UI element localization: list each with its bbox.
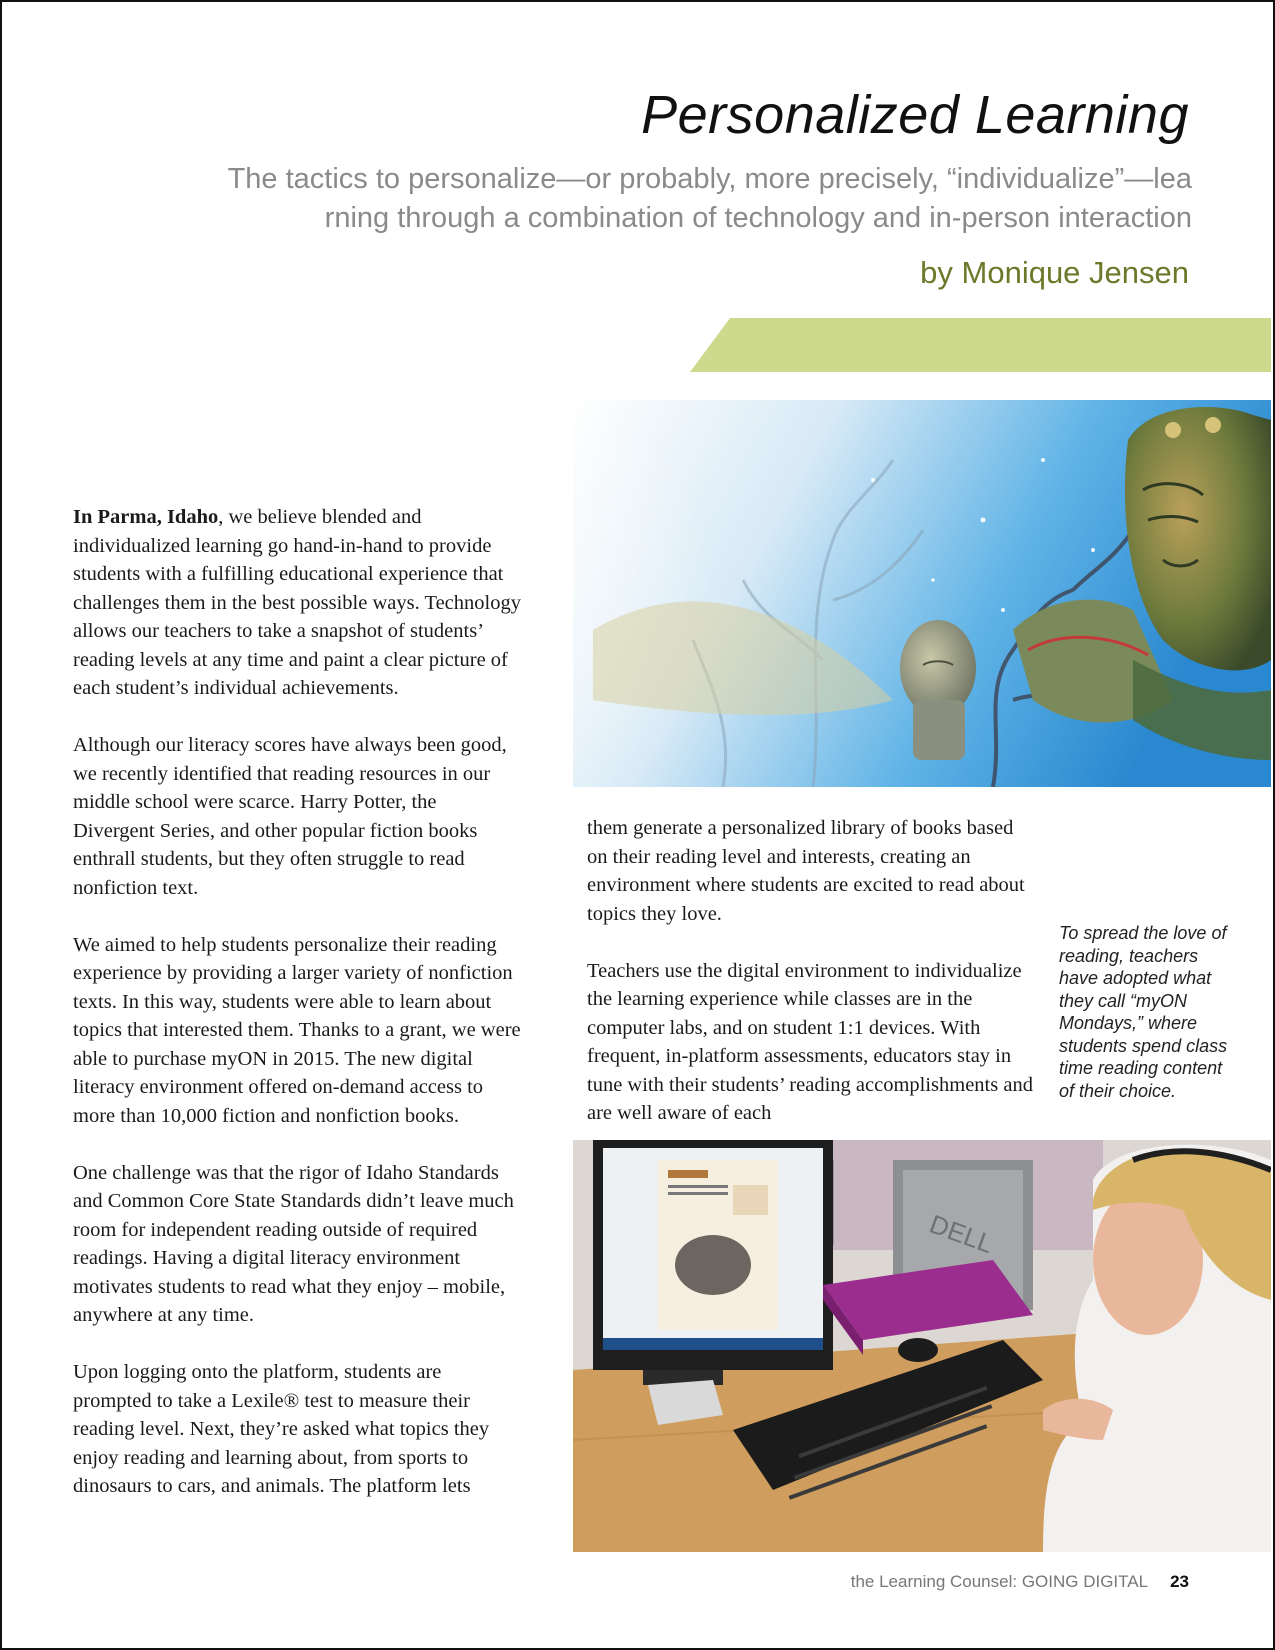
student-photo	[573, 1140, 1271, 1552]
paragraph-7: Teachers use the digital environment to individualize the learning experience while classes are in the computer labs, and on student 1:1 devices. With frequent, in-platform assessments, educators stay in tune with their students’ reading accomplishments and are well aware of each	[587, 959, 1033, 1124]
paragraph-2: Although our literacy scores have always been good, we recently identified that reading resources in our middle school were scarce. Harry Potter, the Divergent Series, and other popular fiction books enthrall students, but they often struggle to read nonfiction text.	[73, 734, 507, 899]
page-footer	[851, 1572, 1189, 1592]
paragraph-6: them generate a personalized library of books based on their reading level and interests, creating an environment where students are excited to read about topics they love.	[587, 817, 1025, 925]
lead-in: In Parma, Idaho	[73, 506, 219, 528]
article-column-1	[73, 503, 521, 1529]
accent-band	[690, 318, 1271, 372]
paragraph-3: We aimed to help students personalize their reading experience by providing a larger variety of nonfiction texts. In this way, students were able to learn about topics that interested them. Thanks to a grant, we were able to purchase myON in 2015. The new digital literacy environment offered on-demand access to more than 10,000 fiction and nonfiction books.	[73, 933, 521, 1127]
article-title: Personalized Learning	[641, 85, 1189, 145]
photo-caption: To spread the love of reading, teachers have adopted what they call “myON Mondays,” where students spend class time reading content of their choice.	[1059, 923, 1228, 1101]
author-byline: by Monique Jensen	[920, 255, 1189, 290]
page-number: 23	[1170, 1572, 1189, 1591]
subtitle-line-2: rning through a combination of technology and in-person interaction	[324, 202, 1192, 234]
article-subtitle	[70, 160, 1192, 238]
subtitle-line-1: The tactics to personalize—or probably, more precisely, “individualize”—lea	[227, 163, 1192, 195]
hero-illustration-art	[573, 400, 1271, 787]
student-photo-art	[573, 1140, 1271, 1552]
paragraph-1	[73, 503, 521, 703]
paragraph-4: One challenge was that the rigor of Idaho Standards and Common Core State Standards didn’t leave much room for independent reading outside of required readings. Having a digital literacy environment motivates students to read what they enjoy – mobile, anywhere at any time.	[73, 1161, 514, 1326]
hero-illustration	[573, 400, 1271, 787]
paragraph-5: Upon logging onto the platform, students are prompted to take a Lexile® test to measure their reading level. Next, they’re asked what topics they enjoy reading and learning about, from sports to dinosaurs to cars, and animals. The platform lets	[73, 1361, 490, 1497]
article-column-2	[587, 814, 1037, 1156]
svg-text:DELL: DELL	[925, 1208, 998, 1260]
publication-name: the Learning Counsel: GOING DIGITAL	[850, 1572, 1149, 1591]
paragraph-1-text: , we believe blended and individualized learning go hand-in-hand to provide students with a fulfilling educational experience that challenges them in the best possible ways. Technology allows our teachers to take a snapshot of students’ reading levels at any time and paint a clear picture of each student’s individual achievements.	[73, 506, 521, 699]
